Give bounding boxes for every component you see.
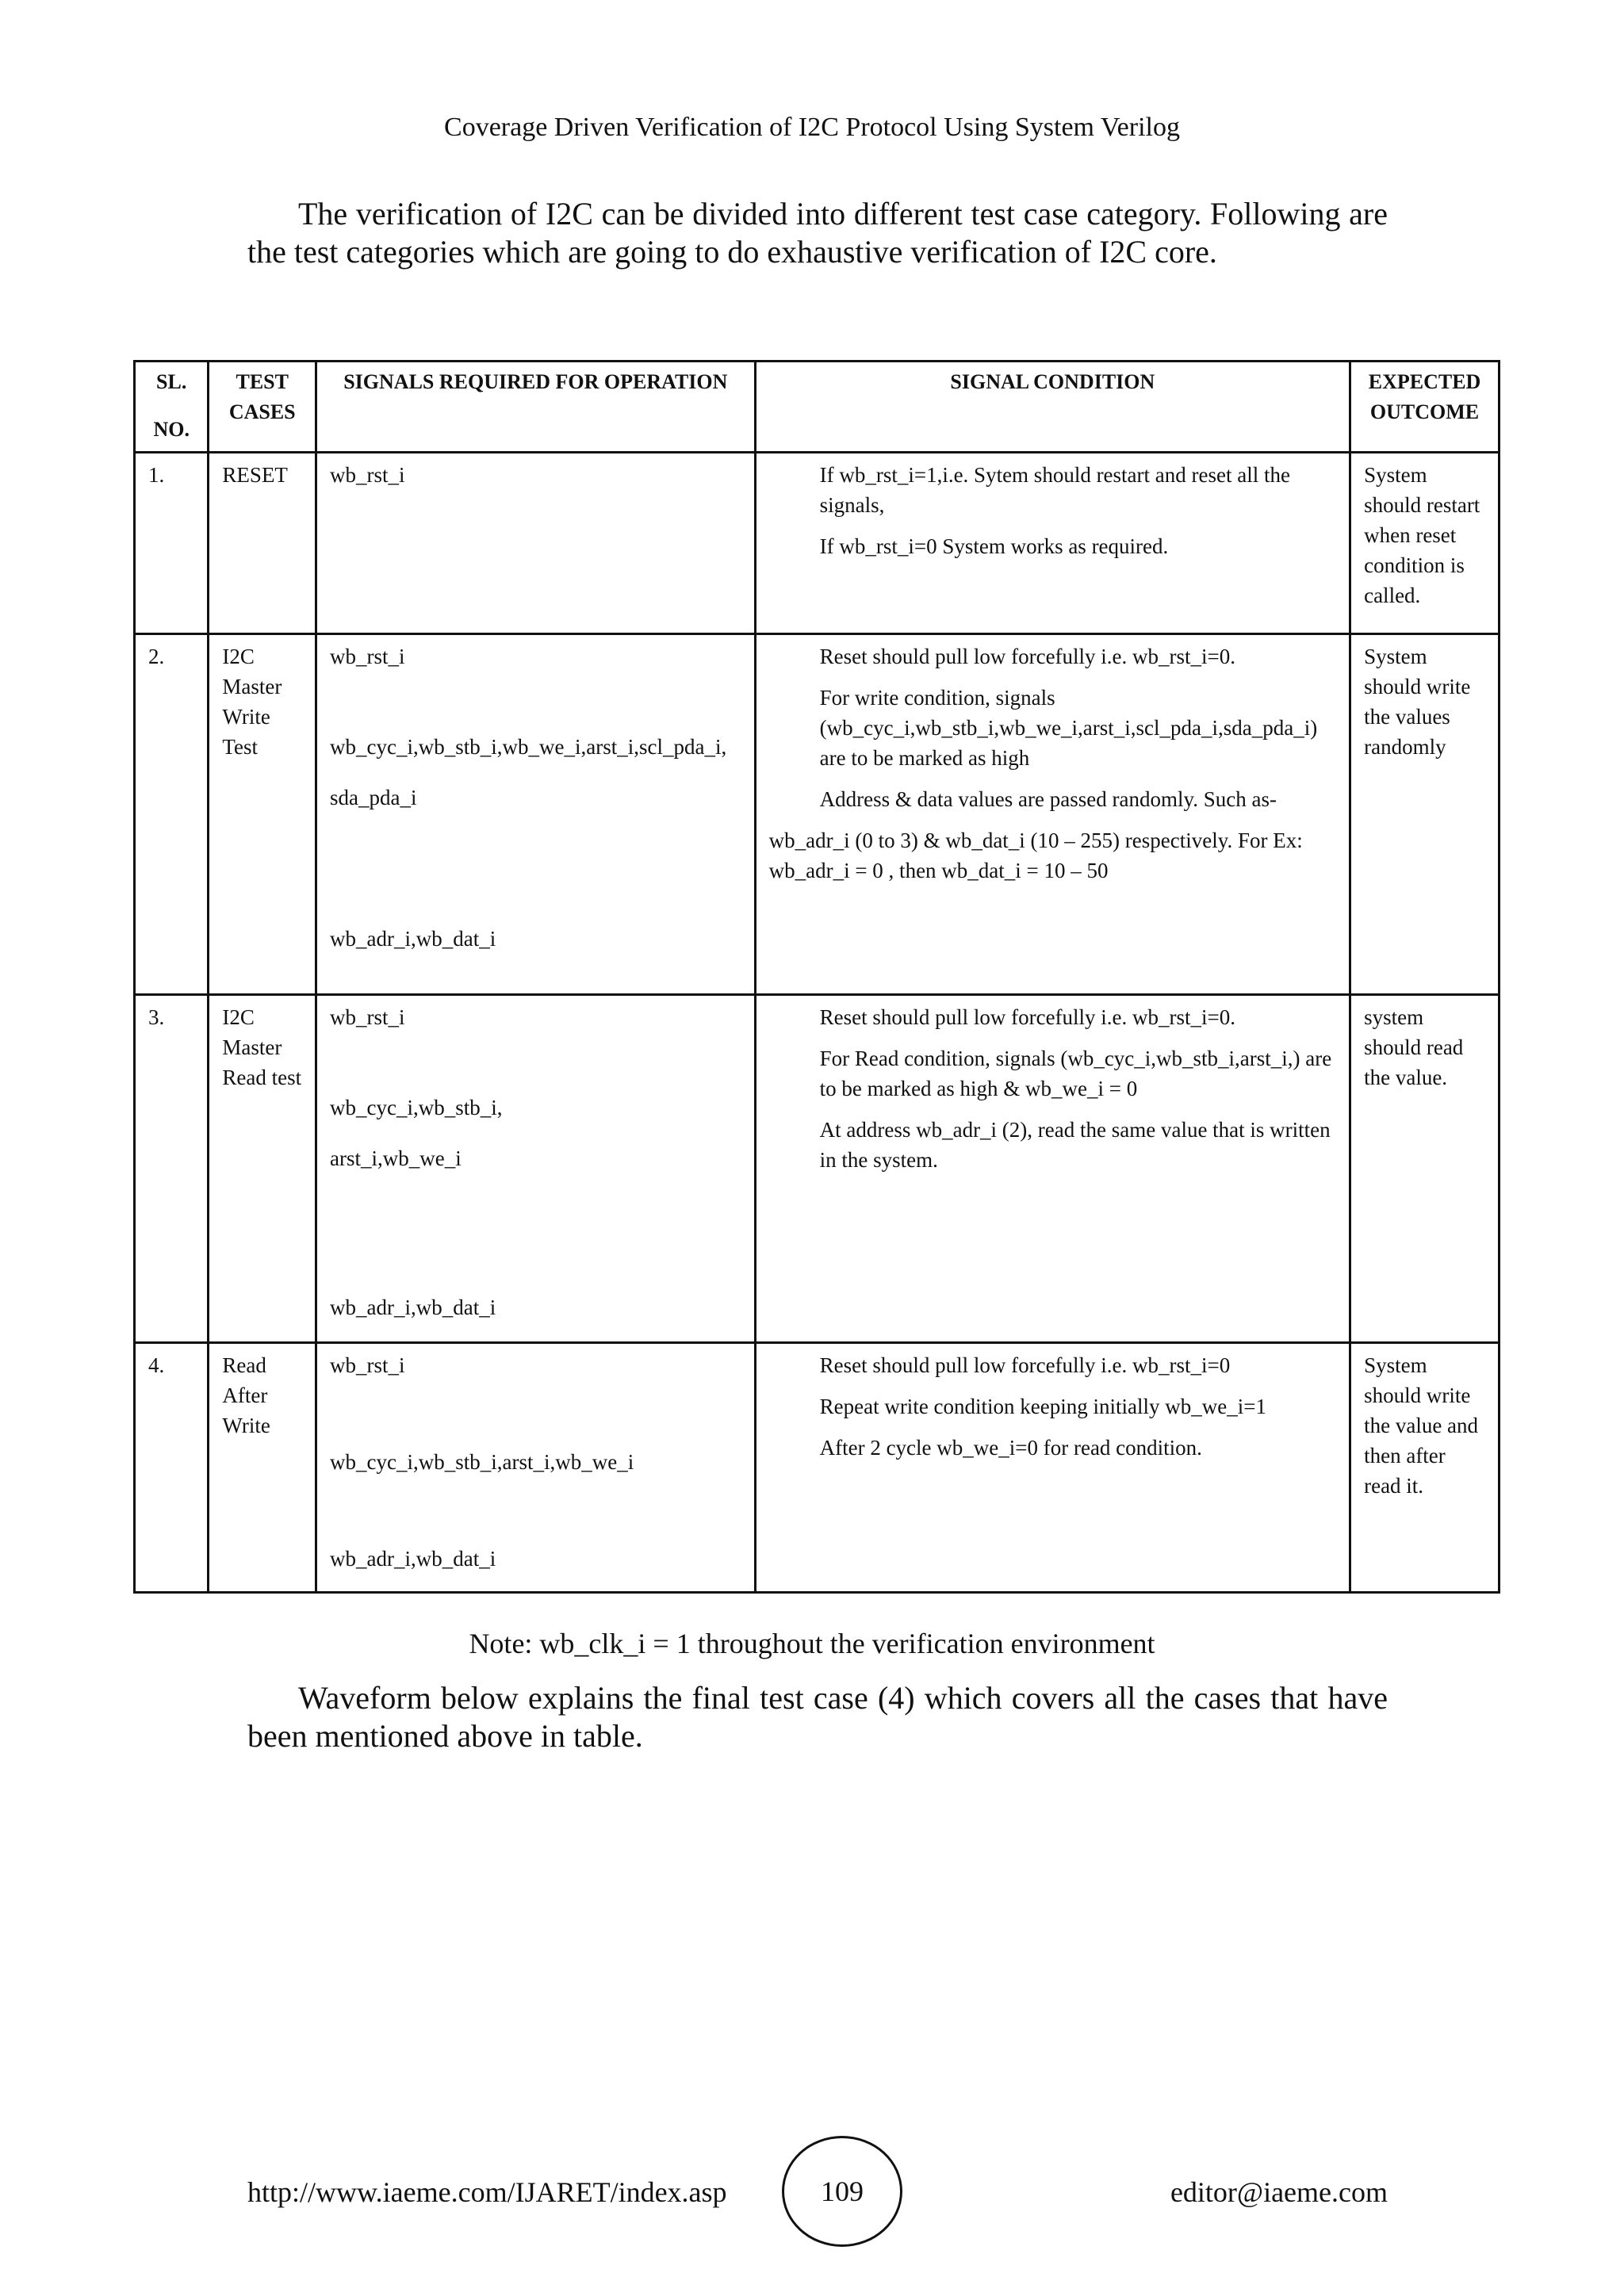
table-header-row: [135, 362, 1500, 453]
row-condition: [755, 1343, 1350, 1593]
row-signals: [316, 995, 756, 1343]
table-row: [135, 1343, 1500, 1593]
signal-line: wb_adr_i,wb_dat_i: [330, 1295, 496, 1319]
condition-line: wb_adr_i (0 to 3) & wb_dat_i (10 – 255) respectively. For Ex: wb_adr_i = 0 , then wb_dat_i = 10 – 50: [768, 828, 1303, 882]
row-test-case: RESET: [209, 453, 316, 634]
condition-line: For Read condition, signals (wb_cyc_i,wb_stb_i,arst_i,) are to be marked as high & wb_we_i = 0: [819, 1047, 1332, 1100]
table-note: Note: wb_clk_i = 1 throughout the verification environment: [469, 1628, 1155, 1659]
condition-line: Reset should pull low forcefully i.e. wb_rst_i=0.: [819, 1005, 1236, 1029]
header-sl: SL.: [156, 370, 187, 393]
row-test-case: I2C Master Write Test: [209, 634, 316, 995]
signal-line: wb_rst_i: [330, 645, 405, 668]
signal-line: wb_rst_i: [330, 1353, 405, 1377]
condition-line: Reset should pull low forcefully i.e. wb_rst_i=0: [819, 1353, 1231, 1377]
signal-line: wb_rst_i: [330, 1005, 405, 1029]
row-condition: [755, 453, 1350, 634]
row-outcome: System should write the values randomly: [1350, 634, 1500, 995]
signal-line: wb_adr_i,wb_dat_i: [330, 1547, 496, 1571]
row-outcome: System should restart when reset condition is called.: [1350, 453, 1500, 634]
signal-line: wb_rst_i: [330, 463, 405, 487]
footer-url-link[interactable]: http://www.iaeme.com/IJARET/index.asp: [247, 2176, 727, 2208]
condition-line: If wb_rst_i=1,i.e. Sytem should restart and reset all the signals,: [819, 463, 1290, 517]
condition-line: If wb_rst_i=0 System works as required.: [819, 534, 1169, 558]
row-outcome: System should write the value and then after read it.: [1350, 1343, 1500, 1593]
signal-line: arst_i,wb_we_i: [330, 1146, 462, 1170]
row-signals: [316, 453, 756, 634]
row-number: 4.: [135, 1343, 209, 1593]
condition-line: For write condition, signals (wb_cyc_i,wb_stb_i,wb_we_i,arst_i,scl_pda_i,sda_pda_i) are to be marked as high: [819, 686, 1318, 770]
header-test-cases: TEST CASES: [209, 362, 316, 453]
header-sl-no: [135, 362, 209, 453]
signal-line: wb_adr_i,wb_dat_i: [330, 927, 496, 951]
signal-line: wb_cyc_i,wb_stb_i,: [330, 1096, 503, 1119]
waveform-paragraph: Waveform below explains the final test case (4) which covers all the cases that have been mentioned above in table.: [247, 1680, 1388, 1754]
running-head: Coverage Driven Verification of I2C Protocol Using System Verilog: [444, 113, 1180, 142]
row-number: 3.: [135, 995, 209, 1343]
row-condition: [755, 995, 1350, 1343]
header-no: NO.: [153, 418, 190, 441]
table-row: [135, 995, 1500, 1343]
row-test-case: Read After Write: [209, 1343, 316, 1593]
header-condition: SIGNAL CONDITION: [755, 362, 1350, 453]
row-signals: [316, 634, 756, 995]
condition-line: Repeat write condition keeping initially wb_we_i=1: [819, 1395, 1266, 1418]
footer-email-link[interactable]: editor@iaeme.com: [1170, 2176, 1388, 2208]
header-signals: SIGNALS REQUIRED FOR OPERATION: [316, 362, 756, 453]
signal-line: sda_pda_i: [330, 786, 417, 809]
row-number: 2.: [135, 634, 209, 995]
page-number: 109: [782, 2136, 902, 2247]
condition-line: At address wb_adr_i (2), read the same value that is written in the system.: [819, 1118, 1331, 1172]
table-row: [135, 453, 1500, 634]
row-outcome: system should read the value.: [1350, 995, 1500, 1343]
signal-line: wb_cyc_i,wb_stb_i,arst_i,wb_we_i: [330, 1450, 634, 1474]
row-condition: [755, 634, 1350, 995]
table-row: [135, 634, 1500, 995]
row-number: 1.: [135, 453, 209, 634]
test-case-table: [133, 360, 1500, 1594]
row-test-case: I2C Master Read test: [209, 995, 316, 1343]
condition-line: After 2 cycle wb_we_i=0 for read condition.: [819, 1436, 1202, 1460]
condition-line: Address & data values are passed randomly. Such as-: [819, 787, 1277, 811]
signal-line: wb_cyc_i,wb_stb_i,wb_we_i,arst_i,scl_pda_i,: [330, 735, 727, 759]
row-signals: [316, 1343, 756, 1593]
condition-line: Reset should pull low forcefully i.e. wb_rst_i=0.: [819, 645, 1236, 668]
header-outcome: EXPECTED OUTCOME: [1350, 362, 1500, 453]
intro-paragraph: The verification of I2C can be divided into different test case category. Following are the test categories which are going to do exhaustive verification of I2C core.: [247, 196, 1388, 270]
